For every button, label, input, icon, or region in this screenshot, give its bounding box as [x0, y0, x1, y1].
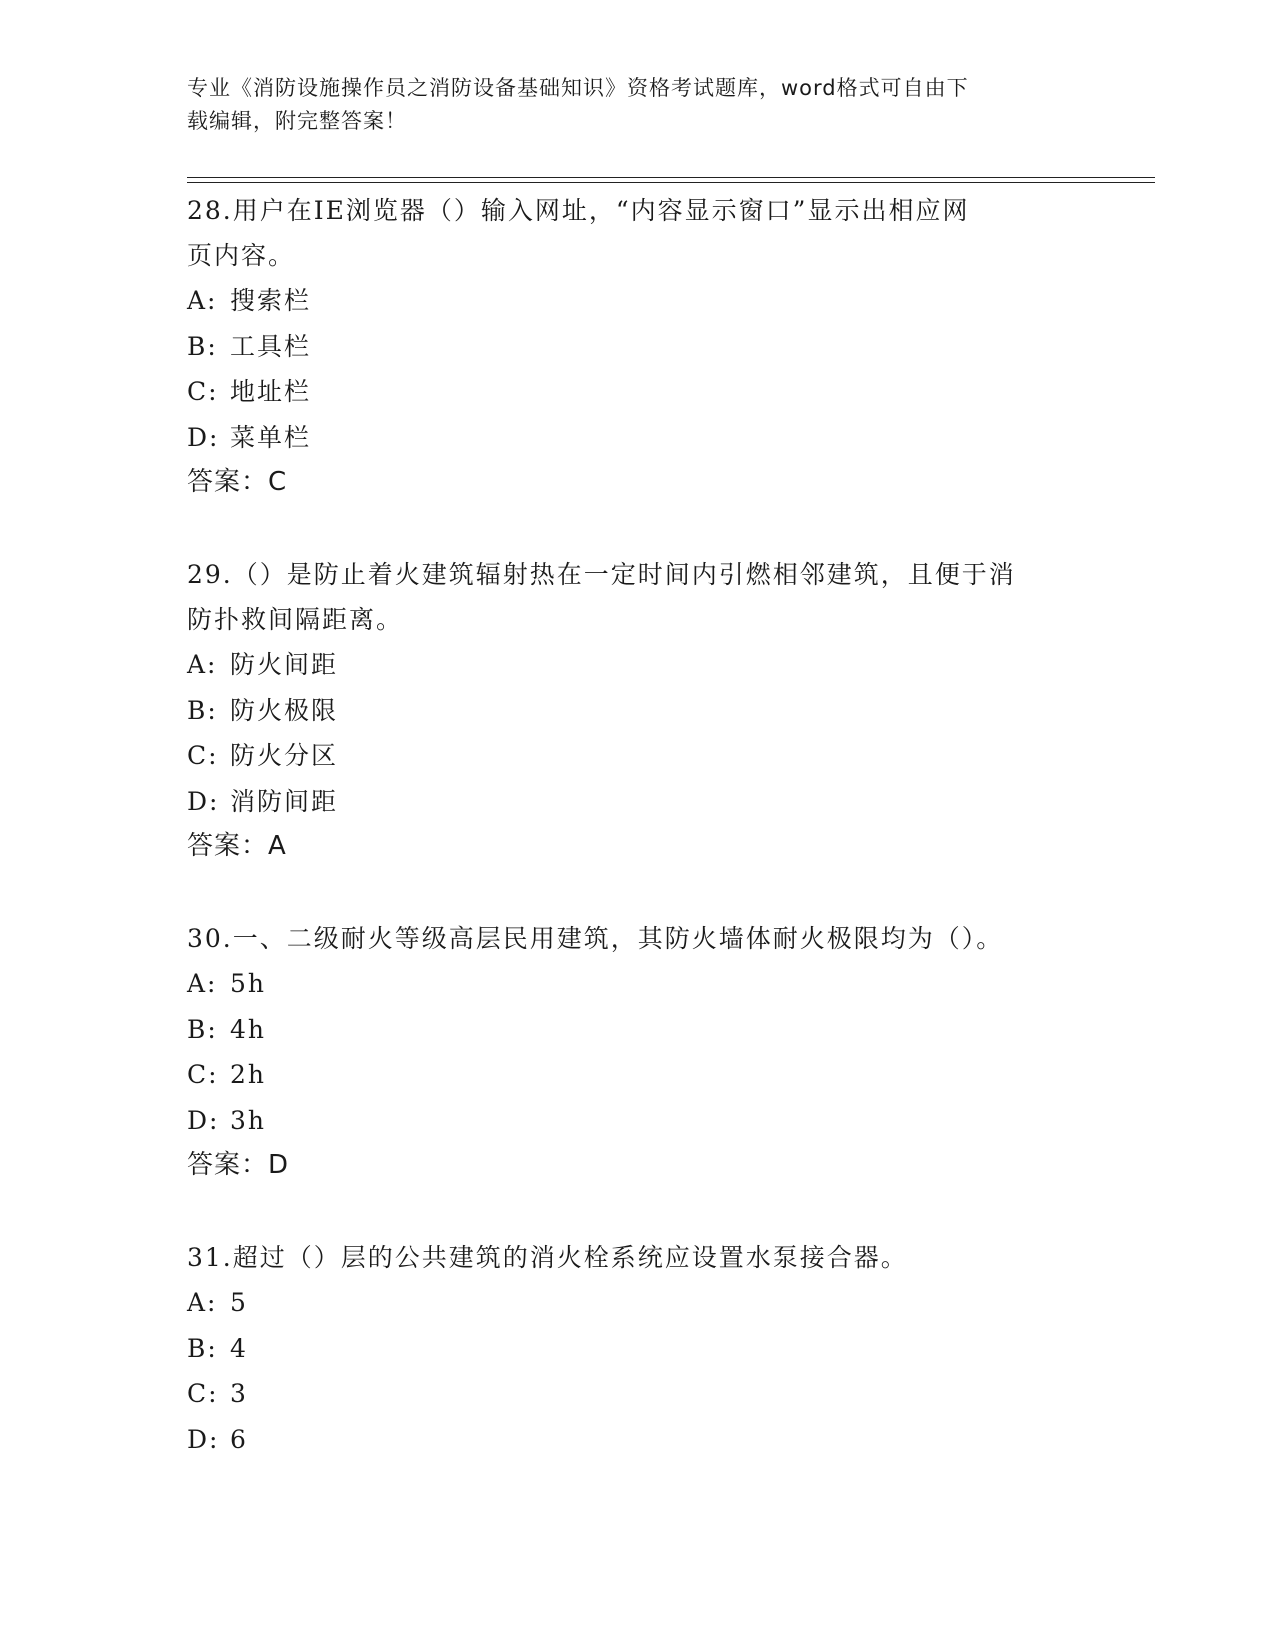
option-d — [187, 779, 1087, 825]
option-label: B: — [187, 1014, 218, 1044]
header-line-2: 载编辑，附完整答案！ — [187, 109, 407, 133]
question-31 — [187, 1235, 1087, 1462]
option-a — [187, 1280, 1087, 1326]
option-label: B: — [187, 695, 218, 725]
option-c — [187, 369, 1087, 415]
option-label: A: — [187, 650, 218, 679]
question-stem-line-1: 29.（）是防止着火建筑辐射热在一定时间内引燃相邻建筑，且便于消 — [187, 560, 1016, 589]
option-text: 5h — [230, 969, 267, 998]
option-text: 工具栏 — [230, 331, 312, 361]
option-text: 4h — [230, 1014, 267, 1044]
question-stem — [187, 552, 1087, 642]
option-d — [187, 1417, 1087, 1463]
header-line-1: 专业《消防设施操作员之消防设备基础知识》资格考试题库，word格式可自由下 — [187, 76, 969, 100]
option-c — [187, 1371, 1087, 1417]
option-text: 消防间距 — [230, 786, 339, 816]
option-b — [187, 324, 1087, 370]
question-stem — [187, 188, 1087, 278]
option-label: C: — [187, 1060, 219, 1089]
option-text: 3h — [230, 1105, 267, 1135]
option-text: 3 — [230, 1379, 248, 1408]
option-b — [187, 1007, 1087, 1053]
option-label: B: — [187, 1333, 218, 1363]
question-29 — [187, 552, 1087, 869]
option-d — [187, 1098, 1087, 1144]
option-label: D: — [187, 422, 220, 452]
option-label: A: — [187, 286, 218, 315]
option-text: 防火分区 — [230, 741, 339, 770]
option-label: C: — [187, 741, 219, 770]
option-text: 菜单栏 — [230, 422, 312, 452]
question-stem-line-1: 28.用户在IE浏览器（）输入网址，“内容显示窗口”显示出相应网 — [187, 196, 970, 225]
question-28 — [187, 188, 1087, 505]
option-a — [187, 278, 1087, 324]
question-stem-line-1: 30.一、二级耐火等级高层民用建筑，其防火墙体耐火极限均为（）。 — [187, 924, 1004, 953]
header-divider-top — [187, 177, 1155, 178]
option-text: 搜索栏 — [230, 286, 312, 315]
question-stem-line-1: 31.超过（）层的公共建筑的消火栓系统应设置水泵接合器。 — [187, 1243, 908, 1272]
option-b — [187, 688, 1087, 734]
option-c — [187, 1052, 1087, 1098]
option-label: D: — [187, 1105, 220, 1135]
question-stem — [187, 1235, 1087, 1280]
answer-line: 答案：C — [187, 467, 288, 497]
option-text: 2h — [230, 1060, 267, 1089]
option-text: 5 — [230, 1288, 248, 1317]
option-text: 防火间距 — [230, 650, 339, 679]
option-a — [187, 642, 1087, 688]
option-text: 4 — [230, 1333, 248, 1363]
option-text: 6 — [230, 1424, 248, 1454]
option-d — [187, 415, 1087, 461]
header-divider-bottom — [187, 182, 1155, 183]
question-stem — [187, 916, 1087, 961]
option-text: 地址栏 — [230, 377, 312, 406]
option-label: B: — [187, 331, 218, 361]
question-30 — [187, 916, 1087, 1188]
question-stem-line-2: 页内容。 — [187, 241, 296, 270]
answer-line: 答案：D — [187, 1150, 290, 1180]
option-c — [187, 733, 1087, 779]
option-text: 防火极限 — [230, 695, 339, 725]
option-b — [187, 1326, 1087, 1372]
question-stem-line-2: 防扑救间隔距离。 — [187, 605, 404, 634]
option-label: A: — [187, 969, 218, 998]
option-label: D: — [187, 786, 220, 816]
document-header — [187, 72, 1087, 138]
option-a — [187, 961, 1087, 1007]
answer-line: 答案：A — [187, 831, 287, 861]
option-label: C: — [187, 1379, 219, 1408]
option-label: D: — [187, 1424, 220, 1454]
option-label: C: — [187, 377, 219, 406]
option-label: A: — [187, 1288, 218, 1317]
